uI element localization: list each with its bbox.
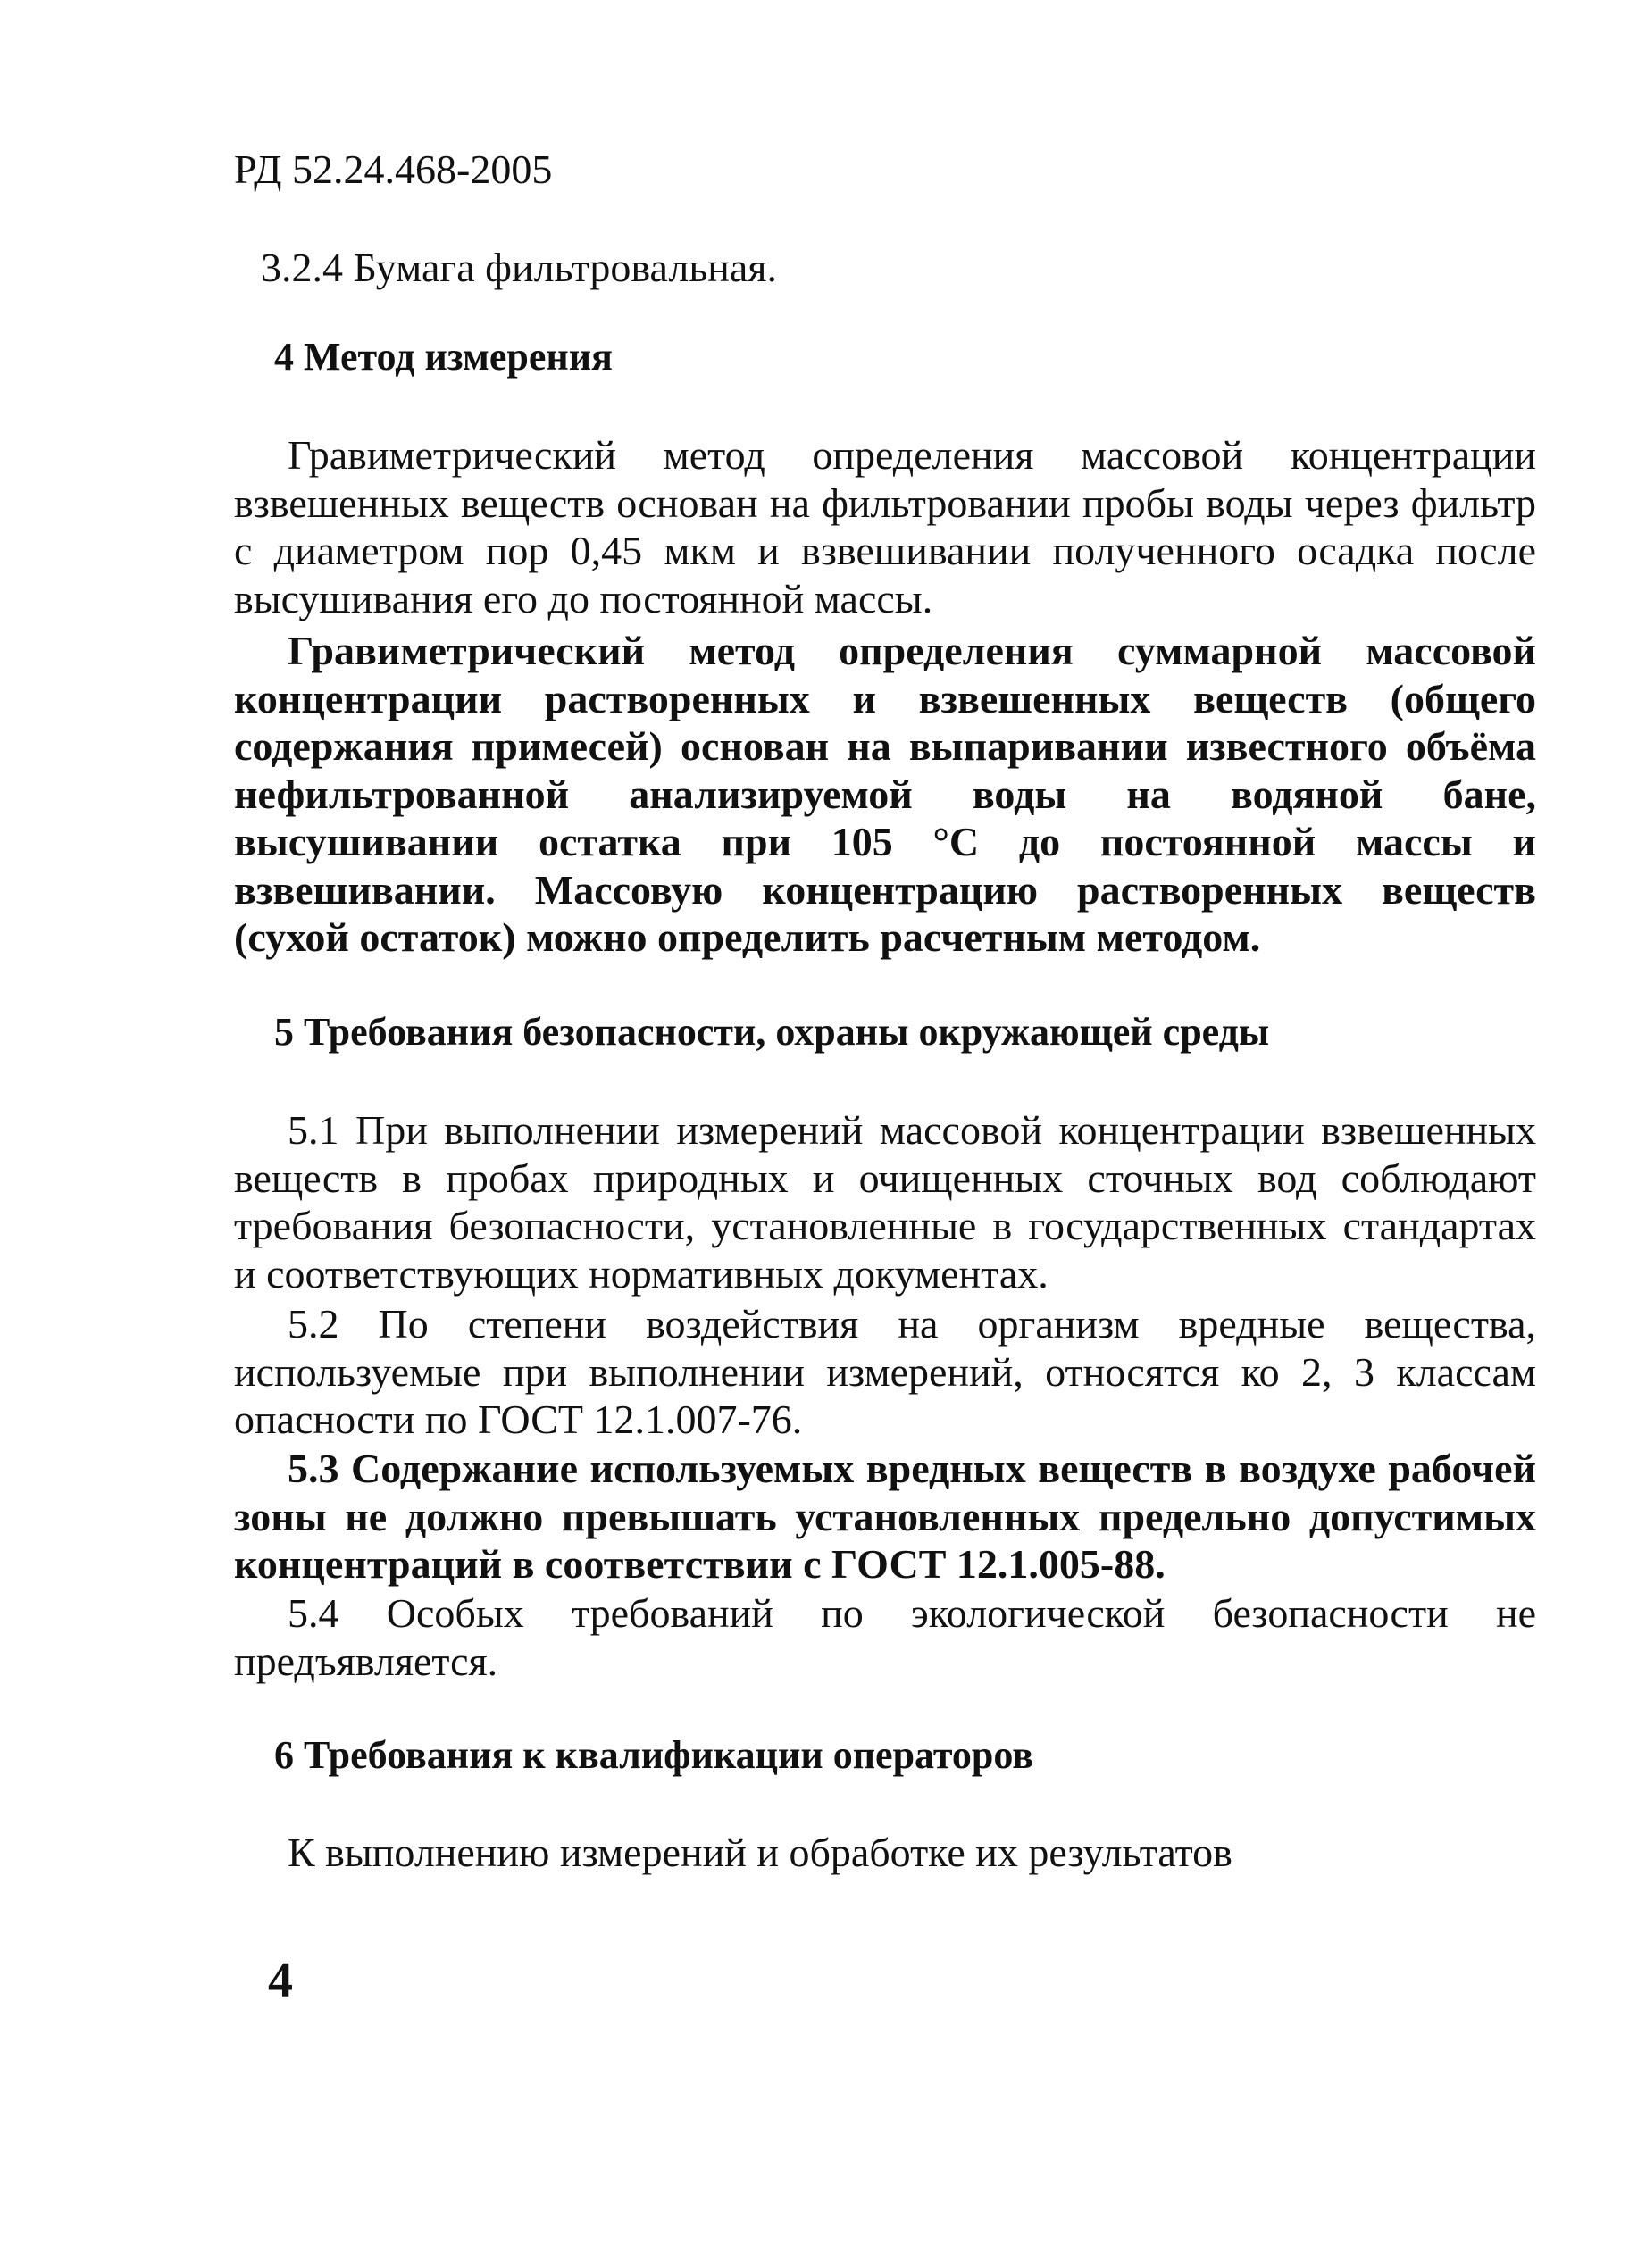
section-5-heading: 5 Требования безопасности, охраны окружающей среды (274, 1010, 1270, 1054)
section-4-paragraph-2: Гравиметрический метод определения суммарной массовой концентрации растворенных и взвешенных веществ (общего содержания примесей) основан на выпаривании известного объёма нефильтрованной анализируемой воды на водяной бане, высушивании остатка при 105 °С до постоянной массы и взвешивании. Массовую концентрацию растворенных веществ (сухой остаток) можно определить расчетным методом. (234, 628, 1536, 960)
page-number: 4 (268, 1953, 293, 2008)
section-5-paragraph-4: 5.4 Особых требований по экологической безопасности не предъявляется. (234, 1590, 1536, 1684)
section-4-paragraph-1: Гравиметрический метод определения массовой концентрации взвешенных веществ основан на фильтровании пробы воды через фильтр с диаметром пор 0,45 мкм и взвешивании полученного осадка после высушивания его до постоянной массы. (234, 432, 1536, 621)
document-code: РД 52.24.468-2005 (234, 146, 553, 192)
section-4-heading: 4 Метод измерения (274, 335, 613, 379)
section-6-paragraph: К выполнению измерений и обработке их результатов (288, 1830, 1232, 1875)
item-3-2-4: 3.2.4 Бумага фильтровальная. (261, 245, 777, 290)
section-6-heading: 6 Требования к квалификации операторов (274, 1733, 1034, 1777)
section-5-paragraph-2: 5.2 По степени воздействия на организм вредные вещества, используемые при выполнении измерений, относятся ко 2, 3 классам опасности по ГОСТ 12.1.007-76. (234, 1301, 1536, 1442)
section-5-paragraph-3: 5.3 Содержание используемых вредных веществ в воздухе рабочей зоны не должно превышать установленных предельно допустимых концентраций в соответствии с ГОСТ 12.1.005-88. (234, 1446, 1536, 1587)
section-5-paragraph-1: 5.1 При выполнении измерений массовой концентрации взвешенных веществ в пробах природных и очищенных сточных вод соблюдают требования безопасности, установленные в государственных стандартах и соответствующих нормативных документах. (234, 1107, 1536, 1297)
